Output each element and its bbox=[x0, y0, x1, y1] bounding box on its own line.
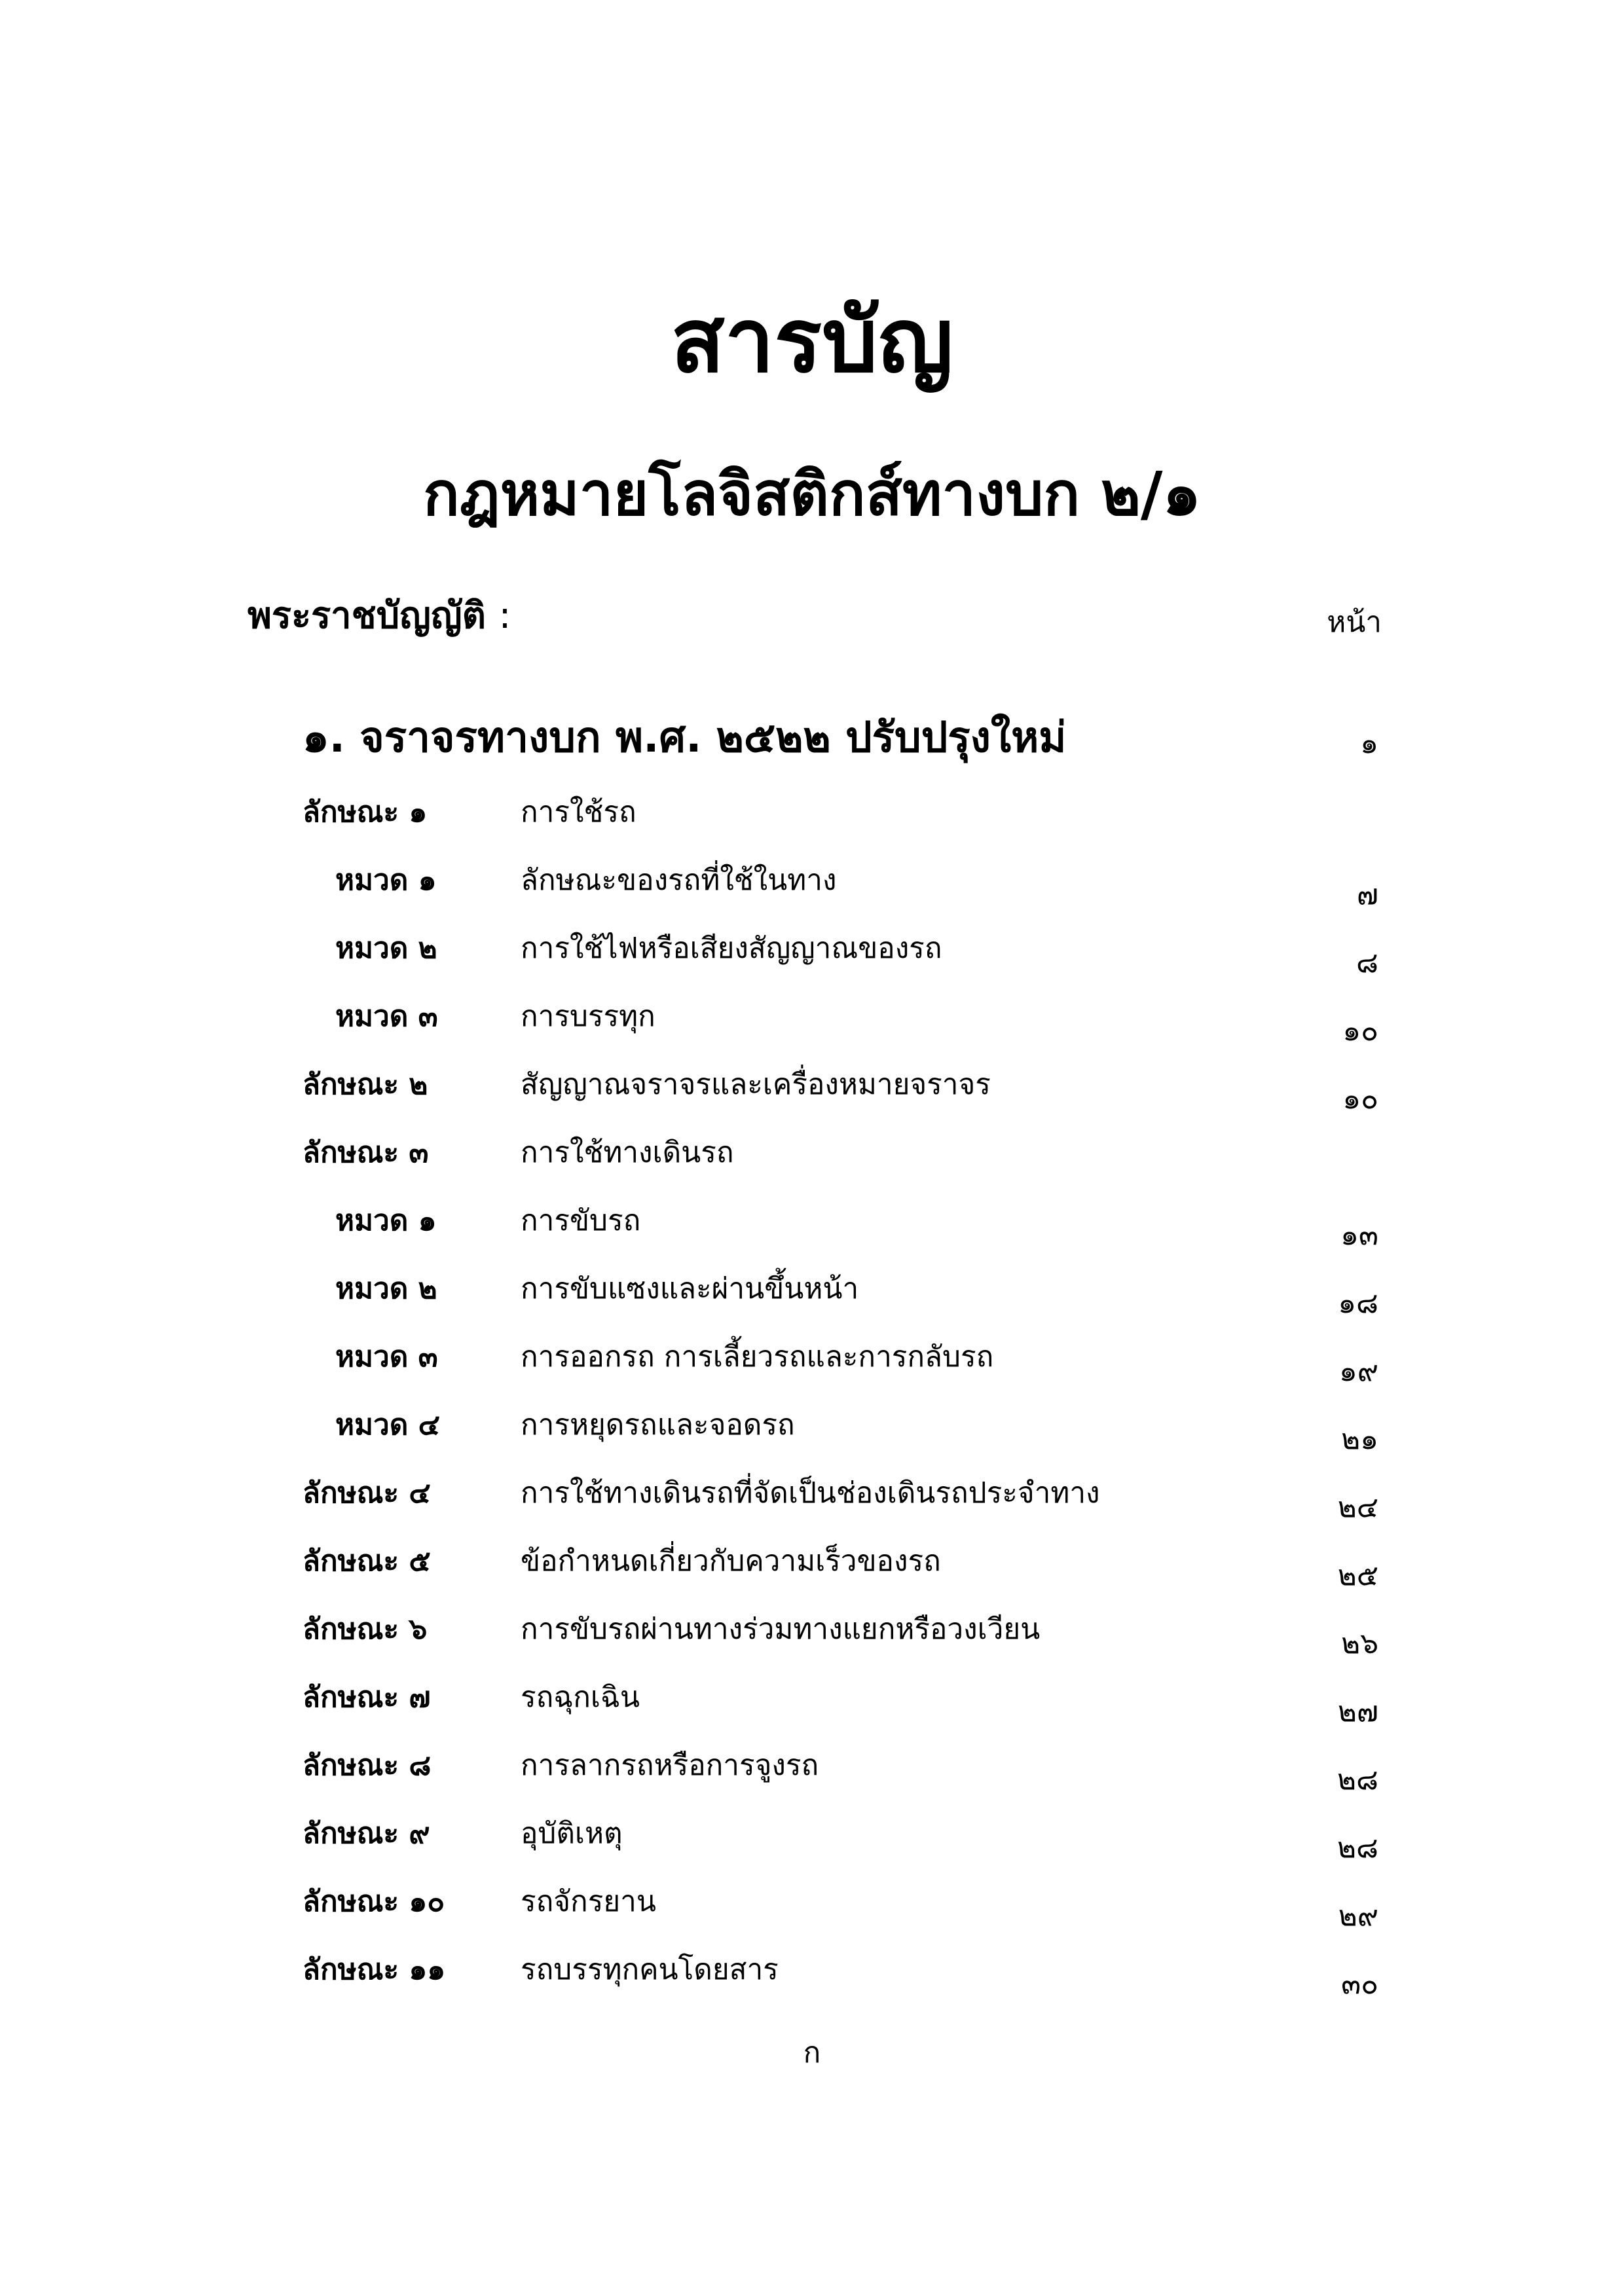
toc-entry bbox=[0, 1606, 1624, 1674]
toc-entry bbox=[0, 789, 1624, 857]
page-column-header: หน้า bbox=[1327, 606, 1382, 639]
toc-entry-title: สัญญาณจราจรและเครื่องหมายจราจร bbox=[521, 1068, 991, 1101]
toc-entry-page: ๒๘ bbox=[1337, 1831, 1378, 1865]
toc-entry-label: ลักษณะ ๖ bbox=[303, 1613, 428, 1646]
toc-entry-page: ๑๘ bbox=[1338, 1286, 1378, 1320]
toc-entry-title: รถฉุกเฉิน bbox=[521, 1681, 640, 1714]
toc-entry bbox=[0, 993, 1624, 1061]
toc-entry-label: ลักษณะ ๙ bbox=[303, 1817, 430, 1850]
toc-entry-label: หมวด ๑ bbox=[335, 864, 437, 897]
toc-entry bbox=[0, 1946, 1624, 2014]
toc-entry-page: ๘ bbox=[1356, 946, 1378, 979]
toc-entry-label: ลักษณะ ๔ bbox=[303, 1476, 431, 1510]
toc-entry-page: ๒๖ bbox=[1341, 1627, 1378, 1660]
toc-entry-label: ลักษณะ ๑ bbox=[303, 795, 428, 829]
toc-entry-title: การลากรถหรือการจูงรถ bbox=[521, 1749, 819, 1782]
section-page-number: ๑ bbox=[1360, 727, 1378, 760]
toc-entry-page: ๑๓ bbox=[1340, 1218, 1378, 1252]
toc-entry bbox=[0, 1197, 1624, 1266]
toc-entry-title: การออกรถ การเลี้ยวรถและการกลับรถ bbox=[521, 1340, 994, 1374]
toc-entry-label: ลักษณะ ๗ bbox=[303, 1681, 431, 1714]
toc-entry-title: การใช้รถ bbox=[521, 795, 637, 829]
toc-entry bbox=[0, 1470, 1624, 1538]
toc-entry-label: ลักษณะ ๒ bbox=[303, 1068, 428, 1101]
toc-entry-label: หมวด ๑ bbox=[335, 1204, 437, 1237]
toc-entry-page: ๒๘ bbox=[1337, 1763, 1378, 1796]
toc-entry bbox=[0, 1061, 1624, 1129]
toc-entry-label: ลักษณะ ๑๐ bbox=[303, 1885, 445, 1918]
toc-entry-page: ๒๙ bbox=[1338, 1899, 1378, 1933]
toc-entry-page: ๒๔ bbox=[1337, 1491, 1378, 1524]
toc-entry-label: หมวด ๓ bbox=[335, 1000, 438, 1033]
toc-entry-title: การหยุดรถและจอดรถ bbox=[521, 1408, 795, 1442]
toc-entry bbox=[0, 925, 1624, 993]
toc-entry-label: หมวด ๔ bbox=[335, 1408, 440, 1442]
toc-entry-page: ๒๕ bbox=[1337, 1559, 1378, 1592]
toc-entry bbox=[0, 1334, 1624, 1402]
toc-entry bbox=[0, 1266, 1624, 1334]
toc-entry bbox=[0, 1129, 1624, 1197]
toc-entry bbox=[0, 857, 1624, 925]
toc-entry-page: ๑๐ bbox=[1342, 1014, 1378, 1048]
toc-entry-page: ๒๗ bbox=[1337, 1695, 1378, 1728]
toc-entry-page: ๗ bbox=[1356, 878, 1378, 911]
document-title: สารบัญ bbox=[671, 289, 953, 392]
toc-entry-page: ๓๐ bbox=[1341, 1967, 1378, 2001]
toc-entry bbox=[0, 1538, 1624, 1606]
section-heading: ๑. จราจรทางบก พ.ศ. ๒๕๒๒ ปรับปรุงใหม่ bbox=[303, 714, 1067, 762]
toc-entry-title: ข้อกำหนดเกี่ยวกับความเร็วของรถ bbox=[521, 1544, 941, 1578]
toc-entry-label: ลักษณะ ๕ bbox=[303, 1544, 431, 1578]
toc-entry-title: ลักษณะของรถที่ใช้ในทาง bbox=[521, 864, 837, 897]
toc-entry-label: หมวด ๓ bbox=[335, 1340, 438, 1374]
toc-entry-title: การขับแซงและผ่านขึ้นหน้า bbox=[521, 1272, 859, 1305]
toc-entry bbox=[0, 1674, 1624, 1742]
toc-entry-title: การใช้ทางเดินรถ bbox=[521, 1136, 734, 1169]
act-label-colon: : bbox=[498, 594, 511, 637]
toc-entry bbox=[0, 1402, 1624, 1470]
toc-entry-page: ๑๙ bbox=[1338, 1355, 1378, 1388]
footer-page-number: ก bbox=[803, 2036, 821, 2069]
toc-entry-title: การขับรถ bbox=[521, 1204, 641, 1237]
toc-entry-title: การขับรถผ่านทางร่วมทางแยกหรือวงเวียน bbox=[521, 1613, 1041, 1646]
toc-entry-title: การใช้ไฟหรือเสียงสัญญาณของรถ bbox=[521, 932, 942, 965]
toc-entry bbox=[0, 1878, 1624, 1946]
toc-entry-title: รถจักรยาน bbox=[521, 1885, 656, 1918]
toc-entry-label: ลักษณะ ๓ bbox=[303, 1136, 429, 1169]
toc-entry-page: ๑๐ bbox=[1342, 1082, 1378, 1116]
toc-entry-title: อุบัติเหตุ bbox=[521, 1817, 623, 1850]
toc-entry-title: รถบรรทุกคนโดยสาร bbox=[521, 1953, 779, 1986]
toc-entry-label: หมวด ๒ bbox=[335, 1272, 437, 1305]
toc-entry bbox=[0, 1810, 1624, 1878]
toc-entry-title: การใช้ทางเดินรถที่จัดเป็นช่องเดินรถประจำทาง bbox=[521, 1476, 1100, 1510]
toc-entry-label: หมวด ๒ bbox=[335, 932, 437, 965]
act-label bbox=[248, 586, 511, 644]
toc-entry-title: การบรรทุก bbox=[521, 1000, 655, 1033]
toc-entry-label: ลักษณะ ๑๑ bbox=[303, 1953, 446, 1986]
toc-entry-page: ๒๑ bbox=[1341, 1423, 1378, 1456]
act-label-text: พระราชบัญญัติ bbox=[248, 594, 486, 637]
document-subtitle: กฎหมายโลจิสติกส์ทางบก ๒/๑ bbox=[423, 459, 1201, 529]
toc-entry bbox=[0, 1742, 1624, 1810]
toc-entry-label: ลักษณะ ๘ bbox=[303, 1749, 432, 1782]
